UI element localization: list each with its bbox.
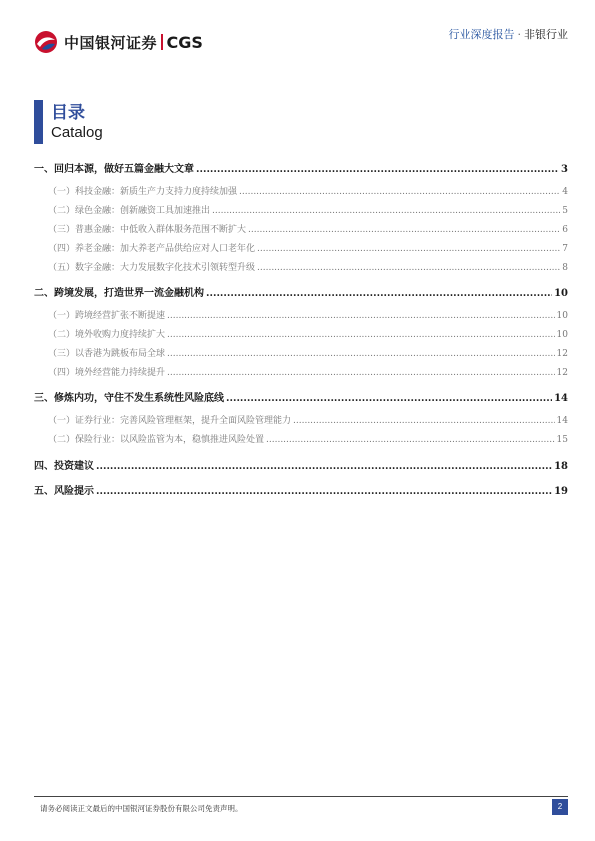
toc-leader-dots [206,288,552,299]
toc-page-number: 10 [554,288,568,299]
toc-entry-text: （二）保险行业：以风险监管为本，稳慎推进风险处置 [48,435,265,445]
toc-entry-text: （三）以香港为跳板布局全球 [48,349,166,359]
toc-entry-2-1[interactable] [34,308,568,321]
toc-entry-2[interactable] [34,284,568,299]
report-sector: 非银行业 [524,28,568,41]
logo-english-name: CGS [166,32,203,52]
logo-divider [161,34,163,50]
toc-entry-text: （四）养老金融：加大养老产品供给应对人口老年化 [48,244,256,254]
toc-entry-2-3[interactable] [34,346,568,359]
toc-leader-dots [96,461,552,472]
toc-page-number: 4 [562,187,568,197]
toc-leader-dots [293,416,555,426]
toc-page-number: 6 [562,225,568,235]
toc-leader-dots [226,393,552,404]
toc-entry-3-1[interactable] [34,413,568,426]
toc-entry-text: （一）证券行业：完善风险管理框架，提升全面风险管理能力 [48,416,292,426]
toc-page-number: 5 [562,206,568,216]
toc-entry-2-4[interactable] [34,365,568,378]
toc-page-number: 12 [556,368,568,378]
toc-page-number: 10 [556,311,568,321]
toc-entry-3-2[interactable] [34,432,568,445]
toc-leader-dots [239,187,560,197]
report-type: 行业深度报告 [448,28,515,41]
page-header [34,22,568,58]
toc-leader-dots [248,225,560,235]
toc-leader-dots [167,330,555,340]
toc-entry-1-5[interactable] [34,260,568,273]
toc-leader-dots [257,263,560,273]
toc-page-number: 8 [562,263,568,273]
toc-title-chinese: 目录 [51,103,85,123]
toc-leader-dots [257,244,560,254]
toc-leader-dots [196,164,559,175]
toc-entry-4[interactable] [34,457,568,472]
toc-entry-1[interactable] [34,160,568,175]
footer-disclaimer: 请务必阅读正文最后的中国银河证券股份有限公司免责声明。 [40,804,243,813]
toc-entry-2-2[interactable] [34,327,568,340]
toc-entry-1-2[interactable] [34,203,568,216]
toc-page-number: 14 [556,416,568,426]
toc-entry-1-3[interactable] [34,222,568,235]
toc-entry-5[interactable] [34,482,568,497]
toc-entry-text: 五、风险提示 [34,486,94,497]
toc-leader-dots [266,435,555,445]
toc-entry-text: （二）绿色金融：创新融资工具加速推出 [48,206,211,216]
page-footer [34,796,568,813]
toc-page-number: 3 [561,164,568,175]
toc-entry-text: 四、投资建议 [34,461,94,472]
toc-page-number: 10 [556,330,568,340]
toc-entry-1-1[interactable] [34,184,568,197]
toc-title-english: Catalog [51,124,103,141]
toc-leader-dots [167,368,555,378]
toc-entry-text: 一、回归本源，做好五篇金融大文章 [34,164,194,175]
toc-page-number: 15 [556,435,568,445]
report-category [449,26,569,42]
galaxy-logo-icon [34,30,58,54]
toc-entry-text: 三、修炼内功，守住不发生系统性风险底线 [34,393,224,404]
title-accent-bar [34,100,43,144]
toc-entry-3[interactable] [34,389,568,404]
toc-leader-dots [96,486,552,497]
toc-leader-dots [212,206,560,216]
toc-leader-dots [167,311,555,321]
toc-page-number: 12 [556,349,568,359]
toc-page-number: 14 [554,393,568,404]
toc-page-number: 7 [562,244,568,254]
toc-page-number: 19 [554,486,568,497]
toc-entry-text: （一）科技金融：新质生产力支持力度持续加强 [48,187,238,197]
logo-chinese-name: 中国银河证券 [64,33,158,52]
page-number-badge: 2 [552,799,568,815]
toc-entry-text: 二、跨境发展，打造世界一流金融机构 [34,288,204,299]
toc-entry-text: （四）境外经营能力持续提升 [48,368,166,378]
toc-entry-text: （二）境外收购力度持续扩大 [48,330,166,340]
toc-entry-text: （三）普惠金融：中低收入群体服务范围不断扩大 [48,225,247,235]
company-logo [34,30,203,54]
toc-entry-text: （五）数字金融：大力发展数字化技术引领转型升级 [48,263,256,273]
toc-page-number: 18 [554,461,568,472]
toc-entry-1-4[interactable] [34,241,568,254]
header-separator: · [517,28,521,41]
toc-entry-text: （一）跨境经营扩张不断提速 [48,311,166,321]
toc-leader-dots [167,349,555,359]
